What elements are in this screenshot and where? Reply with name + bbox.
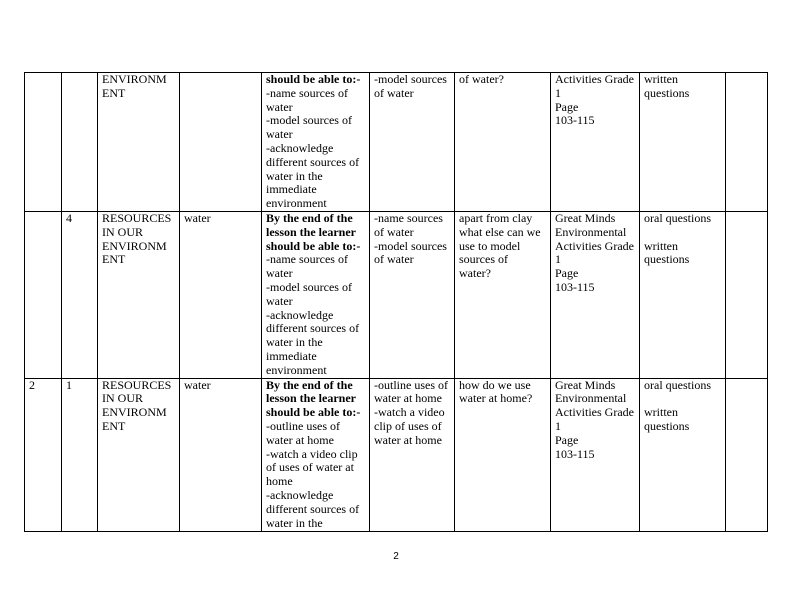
learning-experiences-cell: -outline uses of water at home -watch a video clip of uses of water at home: [370, 378, 455, 531]
table-body: [25, 73, 768, 532]
strand-cell: ENVIRONM ENT: [98, 73, 180, 212]
lesson-cell: 1: [62, 378, 98, 531]
learning-outcomes-cell: By the end of the lesson the learner should be able to:- -outline uses of water at home -watch a video clip of uses of water at home -acknowledge different sources of water in the: [262, 378, 370, 531]
week-cell: 2: [25, 378, 62, 531]
learning-experiences-cell: -model sources of water: [370, 73, 455, 212]
inquiry-question-cell: apart from clay what else can we use to model sources of water?: [455, 211, 551, 378]
reflection-cell: [726, 73, 768, 212]
blank-line: [644, 392, 722, 406]
table-row: [25, 73, 768, 212]
week-cell: [25, 211, 62, 378]
sub-strand-cell: [180, 73, 262, 212]
reflection-cell: [726, 211, 768, 378]
lesson-cell: 4: [62, 211, 98, 378]
learning-resources-cell: Great Minds Environmental Activities Grade 1 Page 103-115: [551, 378, 640, 531]
lesson-cell: [62, 73, 98, 212]
table-row: [25, 211, 768, 378]
sub-strand-cell: water: [180, 211, 262, 378]
assessment-cell: written questions: [640, 73, 726, 212]
learning-outcomes-cell: should be able to:- -name sources of water -model sources of water -acknowledge different sources of water in the immediate environment: [262, 73, 370, 212]
learning-outcomes-cell: By the end of the lesson the learner should be able to:- -name sources of water -model sources of water -acknowledge different sources of water in the immediate environment: [262, 211, 370, 378]
learning-resources-cell: Great Minds Environmental Activities Grade 1 Page 103-115: [551, 211, 640, 378]
table-row: [25, 378, 768, 531]
inquiry-question-cell: how do we use water at home?: [455, 378, 551, 531]
reflection-cell: [726, 378, 768, 531]
sub-strand-cell: water: [180, 378, 262, 531]
inquiry-question-cell: of water?: [455, 73, 551, 212]
assessment-cell: oral questions written questions: [640, 211, 726, 378]
assessment-cell: oral questions written questions: [640, 378, 726, 531]
learning-resources-cell: Activities Grade 1 Page 103-115: [551, 73, 640, 212]
strand-cell: RESOURCES IN OUR ENVIRONM ENT: [98, 378, 180, 531]
page-number: 2: [393, 551, 399, 562]
strand-cell: RESOURCES IN OUR ENVIRONM ENT: [98, 211, 180, 378]
learning-experiences-cell: -name sources of water -model sources of water: [370, 211, 455, 378]
scheme-of-work-table: [24, 72, 768, 532]
week-cell: [25, 73, 62, 212]
blank-line: [644, 226, 722, 240]
